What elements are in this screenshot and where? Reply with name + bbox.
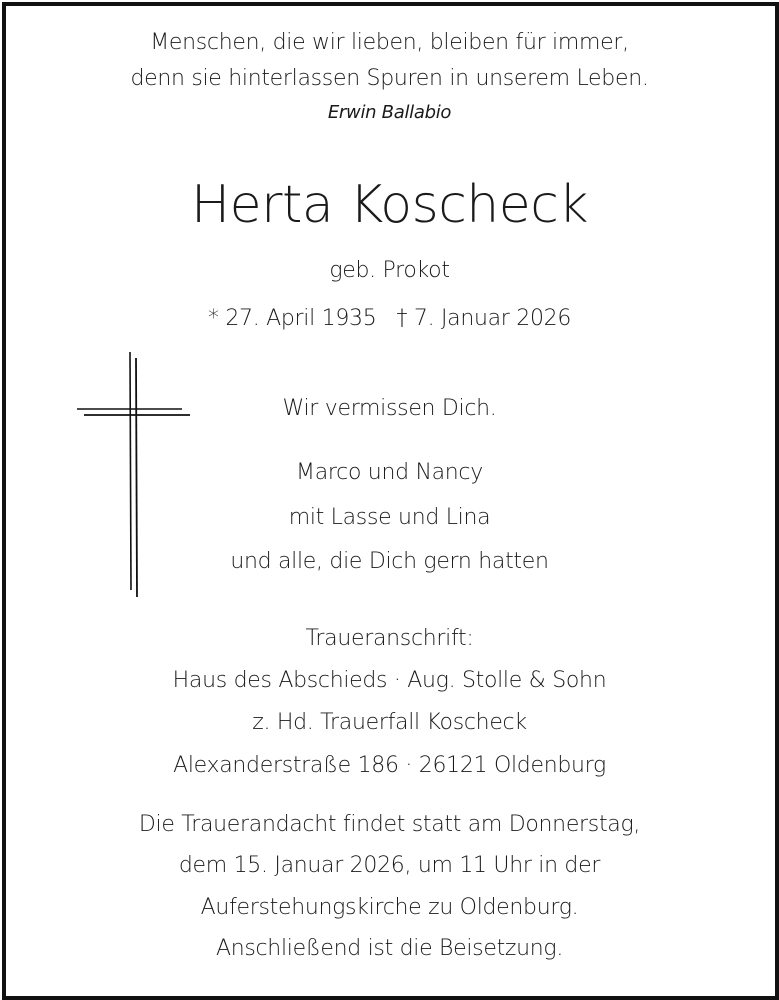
service-line-1: Die Trauerandacht findet statt am Donnerstag, bbox=[138, 812, 641, 837]
address-label: Traueranschrift: bbox=[305, 626, 474, 651]
quote-line-1: Menschen, die wir lieben, bleiben für immer, bbox=[150, 30, 629, 55]
address-line-1: Haus des Abschieds · Aug. Stolle & Sohn bbox=[172, 668, 607, 693]
address-line-3: Alexanderstraße 186 · 26121 Oldenburg bbox=[173, 753, 606, 778]
service-line-3: Auferstehungskirche zu Oldenburg. bbox=[200, 895, 579, 920]
deceased-name: Herta Koscheck bbox=[191, 175, 588, 235]
quote-line-2: denn sie hinterlassen Spuren in unserem Leben. bbox=[130, 66, 649, 91]
mourner-line-1: Marco und Nancy bbox=[296, 460, 483, 485]
quote-author: Erwin Ballabio bbox=[327, 102, 452, 123]
maiden-name: geb. Prokot bbox=[329, 258, 450, 283]
service-line-2: dem 15. Januar 2026, um 11 Uhr in der bbox=[178, 853, 601, 878]
service-line-4: Anschließend ist die Beisetzung. bbox=[215, 936, 564, 961]
message: Wir vermissen Dich. bbox=[282, 396, 497, 421]
address-line-2: z. Hd. Trauerfall Koscheck bbox=[252, 710, 527, 735]
life-dates: * 27. April 1935 † 7. Januar 2026 bbox=[207, 306, 572, 331]
mourner-line-2: mit Lasse und Lina bbox=[288, 505, 491, 530]
mourner-line-3: und alle, die Dich gern hatten bbox=[230, 549, 549, 574]
